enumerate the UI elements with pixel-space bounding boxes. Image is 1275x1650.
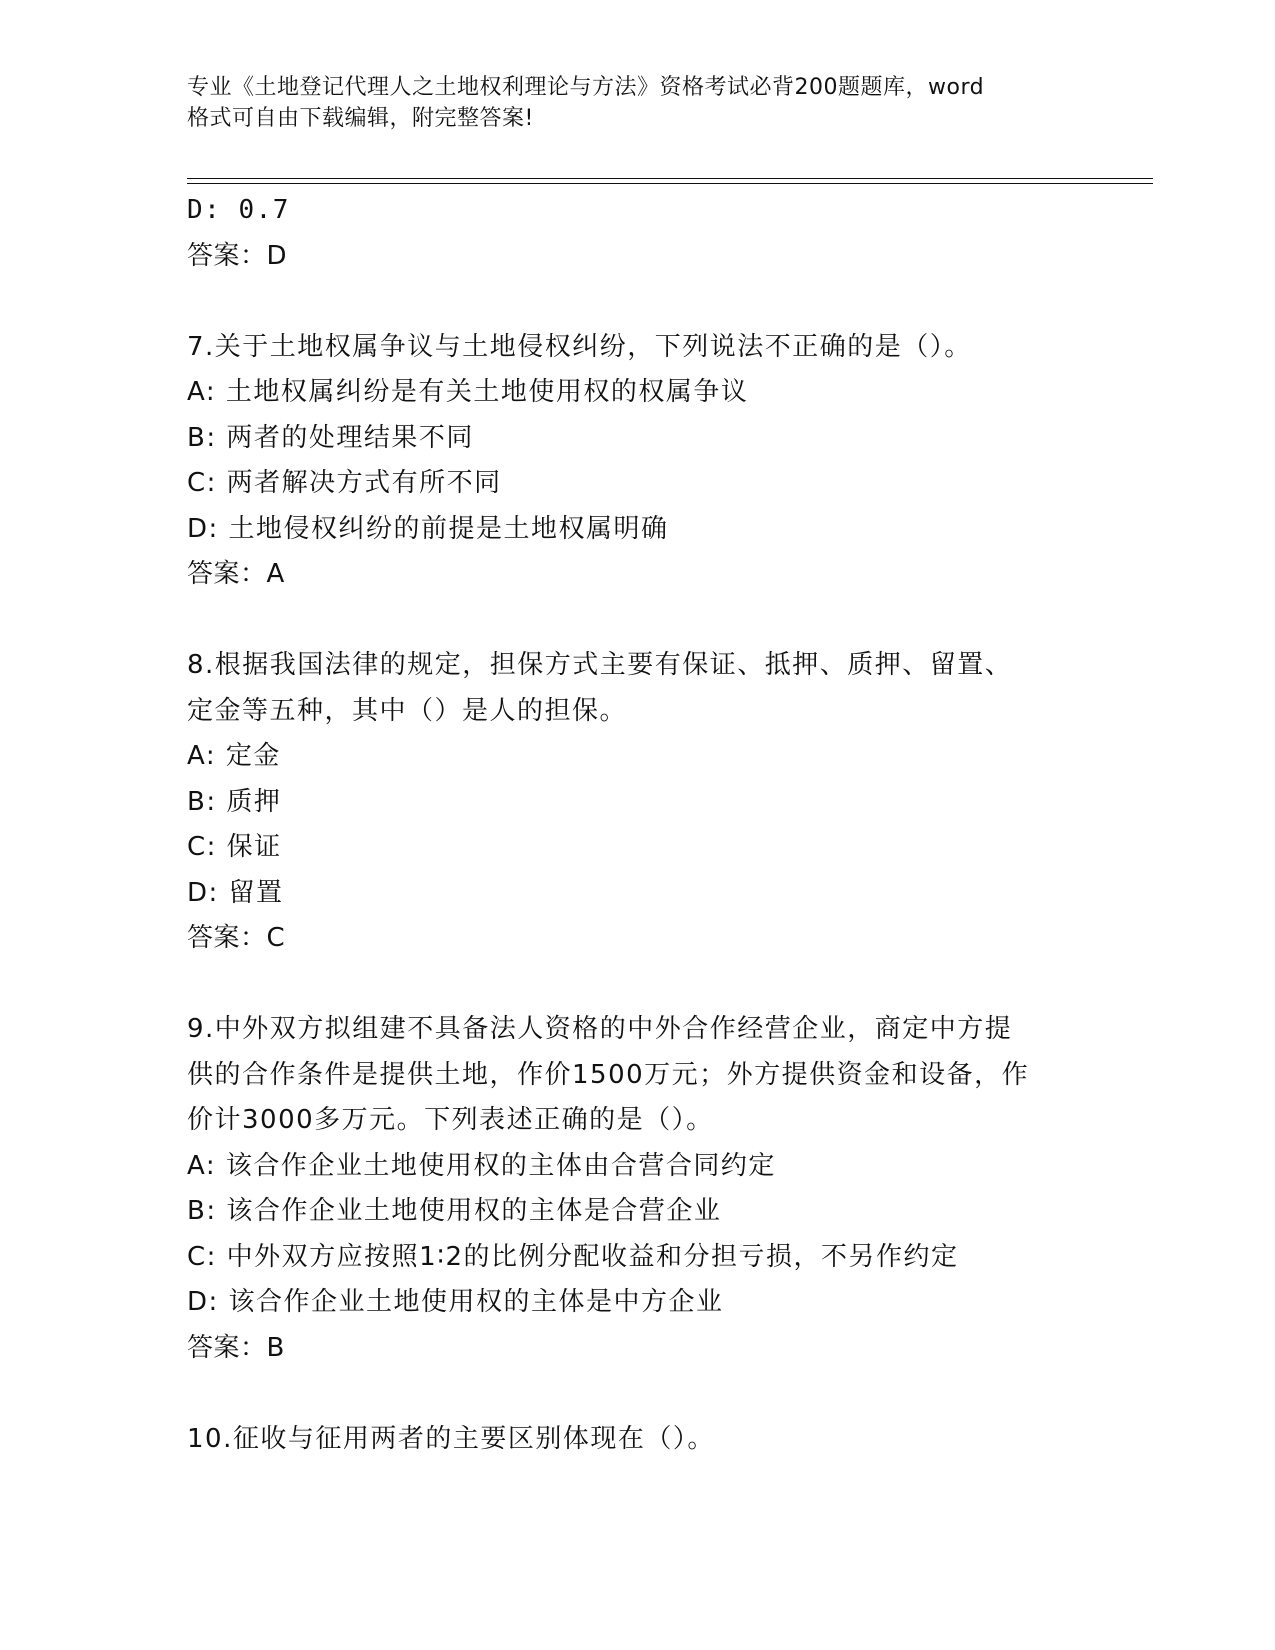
spacer bbox=[187, 1371, 1087, 1417]
spacer bbox=[187, 962, 1087, 1008]
q7-option-d: D: 土地侵权纠纷的前提是土地权属明确 bbox=[187, 513, 669, 544]
q8-option-b: B: 质押 bbox=[187, 786, 282, 817]
q8-stem-line-1: 8.根据我国法律的规定，担保方式主要有保证、抵押、质押、留置、 bbox=[187, 650, 1013, 680]
q8-option-c: C: 保证 bbox=[187, 832, 282, 862]
q9-stem-line-3: 价计3000多万元。下列表述正确的是（）。 bbox=[187, 1105, 714, 1135]
q9-stem-line-1: 9.中外双方拟组建不具备法人资格的中外合作经营企业，商定中方提 bbox=[187, 1014, 1013, 1044]
q10-stem: 10.征收与征用两者的主要区别体现在（）。 bbox=[187, 1423, 715, 1454]
q8-option-a: A: 定金 bbox=[187, 741, 281, 771]
q8-answer: 答案：C bbox=[187, 923, 286, 953]
q8-option-d: D: 留置 bbox=[187, 877, 284, 908]
q7-stem: 7.关于土地权属争议与土地侵权纠纷，下列说法不正确的是（）。 bbox=[187, 331, 972, 362]
spacer bbox=[187, 598, 1087, 644]
q7-option-c: C: 两者解决方式有所不同 bbox=[187, 468, 502, 498]
q9-answer: 答案：B bbox=[187, 1332, 285, 1363]
q9-option-a: A: 该合作企业土地使用权的主体由合营合同约定 bbox=[187, 1150, 776, 1181]
q9-option-c: C: 中外双方应按照1∶2的比例分配收益和分担亏损，不另作约定 bbox=[187, 1241, 959, 1272]
q7-option-a: A: 土地权属纠纷是有关土地使用权的权属争议 bbox=[187, 377, 749, 407]
q8-stem-line-2: 定金等五种，其中（）是人的担保。 bbox=[187, 695, 628, 726]
header-divider-bottom bbox=[187, 183, 1153, 184]
q7-answer: 答案：A bbox=[187, 559, 285, 589]
document-header bbox=[187, 72, 1067, 134]
spacer bbox=[187, 279, 1087, 325]
q9-option-d: D: 该合作企业土地使用权的主体是中方企业 bbox=[187, 1287, 724, 1317]
q7-option-b: B: 两者的处理结果不同 bbox=[187, 422, 474, 453]
header-title-line-2: 格式可自由下载编辑，附完整答案! bbox=[187, 106, 534, 131]
q9-stem-line-2: 供的合作条件是提供土地，作价1500万元；外方提供资金和设备，作 bbox=[187, 1059, 1030, 1090]
header-divider-top bbox=[187, 178, 1153, 179]
prev-answer: 答案：D bbox=[187, 240, 288, 271]
header-title-line-1: 专业《土地登记代理人之土地权利理论与方法》资格考试必背200题题库，word bbox=[187, 75, 985, 100]
q9-option-b: B: 该合作企业土地使用权的主体是合营企业 bbox=[187, 1196, 722, 1226]
question-list bbox=[187, 188, 1087, 1462]
prev-option-d: D: 0.7 bbox=[187, 195, 290, 225]
